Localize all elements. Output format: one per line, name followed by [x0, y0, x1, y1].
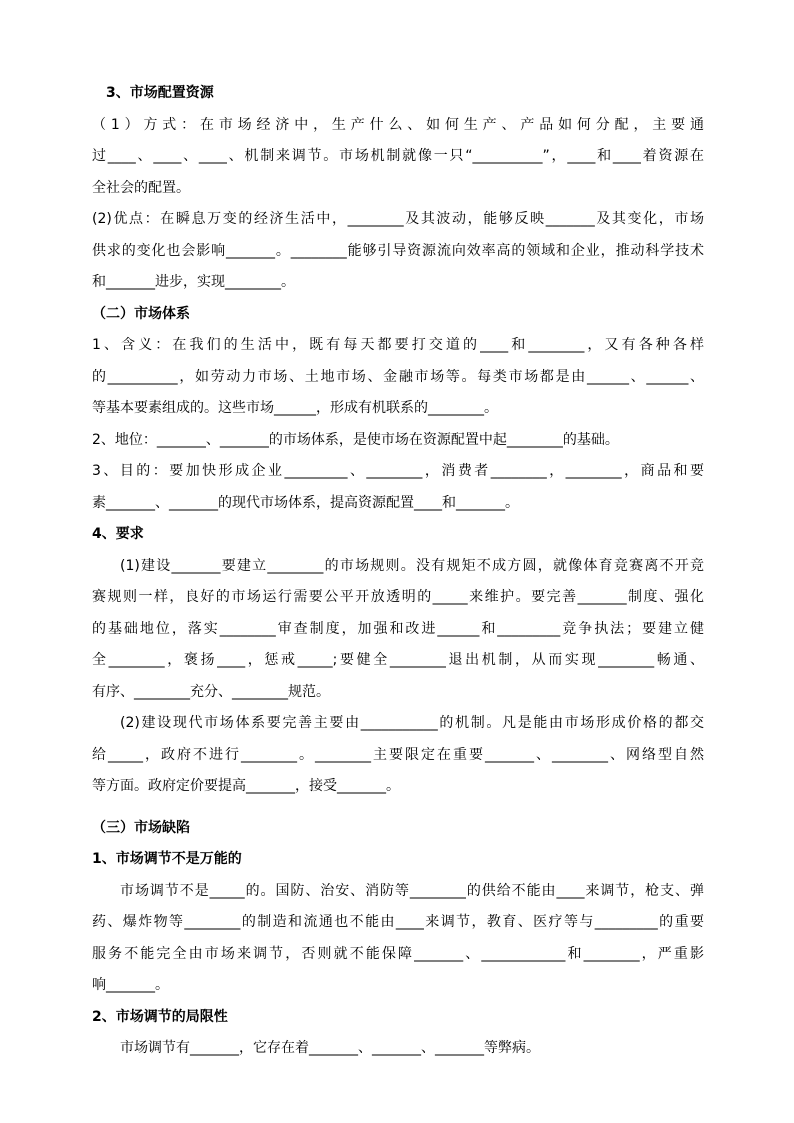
text-line: 市场调节不是_____的。国防、治安、消防等________的供给不能由____来调节，枪支、弹 — [120, 882, 704, 899]
text-line: 和_______进步，实现________。 — [92, 274, 295, 290]
text-line: (2)优点：在瞬息万变的经济生活中，________及其波动，能够反映_______及其变化，市场 — [92, 211, 704, 227]
text-line: 市场调节有_______，它存在着_______、_______、_______等弊病。 — [120, 1040, 540, 1056]
text-line: 服务不能完全由市场来调节，否则就不能保障_______、____________和________，严重影 — [92, 945, 704, 962]
text-line: 全________，褒扬____，惩戒_____;要健全________退出机制，从而实现________畅通、 — [92, 652, 704, 668]
subheading-not-omnipotent: 1、市场调节不是万能的 — [92, 851, 242, 867]
text-line: (1)建设_______要建立________的市场规则。没有规矩不成方圆，就像体育竞赛离不开竞 — [120, 557, 704, 574]
text-line: 素_______、_______的现代市场体系，提高资源配置____和_______。 — [92, 494, 519, 511]
text-line: 等方面。政府定价要提高_______，接受_______。 — [92, 778, 400, 794]
text-line: 2、地位：_______、_______的市场体系，是使市场在资源配置中起________的基础。 — [92, 431, 619, 448]
text-line: 的基础地位，落实________审查制度，加强和改进______和_________竞争执法；要建立健 — [92, 620, 704, 637]
text-line: 等基本要素组成的。这些市场______，形成有机联系的________。 — [92, 400, 498, 416]
subheading-limitations: 2、市场调节的局限性 — [92, 1008, 228, 1025]
heading-market-allocation: 3、市场配置资源 — [92, 85, 214, 101]
text-line: （1）方式：在市场经济中，生产什么、如何生产、产品如何分配，主要通 — [92, 116, 704, 133]
text-line: 的__________，如劳动力市场、土地市场、金融市场等。每类市场都是由______、______、 — [92, 368, 704, 385]
text-line: 给_____，政府不进行________。________主要限定在重要_______、________、网络型自然 — [92, 746, 704, 763]
text-line: 有序、________充分、________规范。 — [92, 683, 330, 700]
text-line: 供求的变化也会影响_______。________能够引导资源流向效率高的领域和企业，推动科学技术 — [92, 242, 704, 259]
text-line: 3、目的：要加快形成企业_________、________，消费者________，________，商品和要 — [92, 463, 704, 479]
text-line: 1、含义：在我们的生活中，既有每天都要打交道的____和________，又有各种各样 — [92, 337, 704, 353]
worksheet-page — [92, 78, 704, 1065]
text-line: 药、爆炸物等________的制造和流通也不能由____来调节，教育、医疗等与_________的重要 — [92, 914, 704, 930]
heading-market-defects: （三）市场缺陷 — [92, 819, 190, 836]
text-line: 响_______。 — [92, 977, 169, 993]
text-line: 全社会的配置。 — [92, 179, 190, 196]
spacer — [92, 803, 704, 813]
heading-market-system: （二）市场体系 — [92, 305, 190, 322]
text-line: 过____、____、____、机制来调节。市场机制就像一只“__________”，____和____着资源在 — [92, 148, 704, 164]
text-line: 赛规则一样，良好的市场运行需要公平开放透明的_____来维护。要完善_______制度、强化 — [92, 589, 704, 605]
text-line: (2)建设现代市场体系要完善主要由___________的机制。凡是能由市场形成价格的都交 — [120, 715, 704, 731]
heading-requirements: 4、要求 — [92, 526, 144, 542]
